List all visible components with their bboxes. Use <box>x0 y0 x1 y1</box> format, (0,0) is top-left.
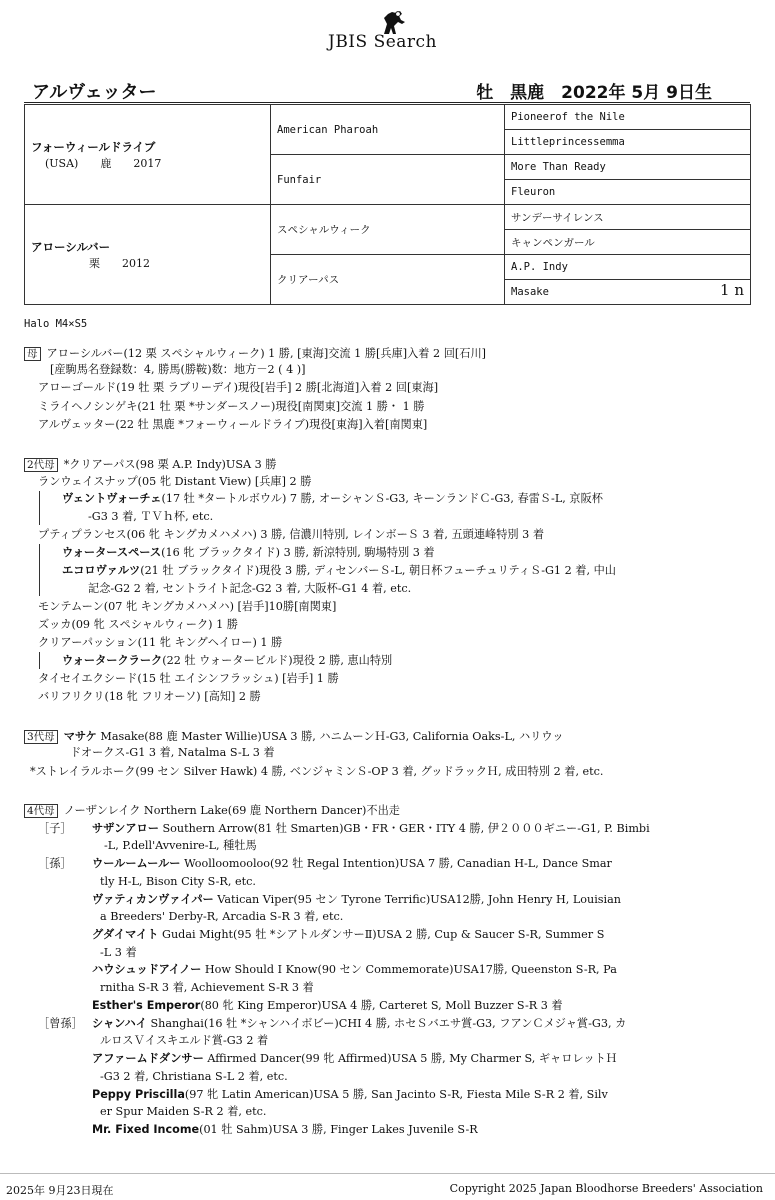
sire-dam[interactable]: Funfair <box>271 155 505 205</box>
text-line: ズッカ(09 牝 スペシャルウィーク) 1 勝 <box>38 618 238 631</box>
inbreeding: Halo M4×S5 <box>24 318 88 330</box>
text-line: ドオークス-G1 3 着, Natalma S-L 3 着 <box>70 746 275 759</box>
sire-cell[interactable] <box>25 105 271 205</box>
dam-name[interactable]: アローシルバー <box>31 239 111 254</box>
text-line: er Spur Maiden S-R 2 着, etc. <box>100 1105 267 1118</box>
g3-5[interactable]: サンデーサイレンス <box>505 205 751 230</box>
label-g2: 2代母 <box>24 458 58 472</box>
branch-bar <box>39 544 40 596</box>
branch-bar <box>39 491 40 525</box>
text-line: -G3 2 着, Christiana S-L 2 着, etc. <box>100 1070 288 1083</box>
cross-mark: 1 n <box>720 281 744 299</box>
text-line: シャンハイ Shanghai(16 牡 *シャンハイボビー)CHI 4 勝, ホセＳバエサ賞-G3, フアンＣメジャ賞-G3, カ <box>92 1017 627 1030</box>
dam-line: 母 アローシルバー(12 栗 スペシャルウィーク) 1 勝, [東海]交流 1 勝[兵庫]入着 2 回[石川] <box>24 347 486 361</box>
branch-bar <box>39 652 40 669</box>
g3-8[interactable]: Masake <box>511 286 549 298</box>
text-line: ハウシュッドアイノー How Should I Know(90 セン Commemorate)USA17勝, Queenston S-R, Pa <box>92 963 617 976</box>
text-line: Mr. Fixed Income(01 牡 Sahm)USA 3 勝, Finger Lakes Juvenile S-R <box>92 1123 478 1136</box>
text-line: タイセイエクシード(15 牡 エイシンフラッシュ) [岩手] 1 勝 <box>38 672 339 685</box>
footer-divider <box>0 1173 775 1174</box>
footer-date: 2025年 9月23日現在 <box>6 1184 114 1197</box>
text-line: Peppy Priscilla(97 牝 Latin American)USA 5 勝, San Jacinto S-R, Fiesta Mile S-R 2 着, Silv <box>92 1088 608 1101</box>
dam-cell[interactable] <box>25 205 271 305</box>
sire-sub: (USA) 鹿 2017 <box>45 156 162 170</box>
g2-line: 2代母 *クリアーパス(98 栗 A.P. Indy)USA 3 勝 <box>24 458 276 472</box>
text-line: アローゴールド(19 牡 栗 ラブリーデイ)現役[岩手] 2 勝[北海道]入着 2 回[東海] <box>38 381 439 394</box>
text-line: Esther's Emperor(80 牝 King Emperor)USA 4 勝, Carteret S, Moll Buzzer S-R 3 着 <box>92 999 563 1012</box>
text-line: ［子］ <box>38 822 72 835</box>
dam-dam[interactable]: クリアーパス <box>271 255 505 305</box>
text-line: *ストレイラルホーク(99 セン Silver Hawk) 4 勝, ベンジャミンＳ-OP 3 着, グッドラックＨ, 成田特別 2 着, etc. <box>30 765 604 778</box>
g3-3[interactable]: More Than Ready <box>505 155 751 180</box>
g4-line: 4代母 ノーザンレイク Northern Lake(69 鹿 Northern Dancer)不出走 <box>24 804 400 818</box>
text-line: ［曾孫］ <box>38 1017 83 1030</box>
sire-sire[interactable]: American Pharoah <box>271 105 505 155</box>
text-line: -L, P.dell'Avvenire-L, 種牡馬 <box>104 839 257 852</box>
text-line: ヴァティカンヴァイパー Vatican Viper(95 セン Tyrone Terrific)USA12勝, John Henry H, Louisian <box>92 893 622 906</box>
g3-1[interactable]: Pioneerof the Nile <box>505 105 751 130</box>
text-line: ウールームールー Woolloomooloo(92 牡 Regal Intention)USA 7 勝, Canadian H-L, Dance Smar <box>92 857 612 870</box>
text-line: a Breeders' Derby-R, Arcadia S-R 3 着, etc. <box>100 910 344 923</box>
logo-text: JBIS Search <box>328 32 438 52</box>
dam-sub: 栗 2012 <box>45 256 150 270</box>
horse-info: 牡 黒鹿 2022年 5月 9日生 <box>476 83 712 103</box>
label-g4: 4代母 <box>24 804 58 818</box>
text-line: ウォータークラーク(22 牡 ウォータービルド)現役 2 勝, 恵山特別 <box>62 654 393 667</box>
text-line: エコロヴァルツ(21 牡 ブラックタイド)現役 3 勝, ディセンバーＳ-L, 朝日杯フューチュリティＳ-G1 2 着, 中山 <box>62 564 616 577</box>
text-line: ルロスＶイスキエルド賞-G3 2 着 <box>100 1034 269 1047</box>
g3-4[interactable]: Fleuron <box>505 180 751 205</box>
text-line: モンテムーン(07 牝 キングカメハメハ) [岩手]10勝[南関東] <box>38 600 337 613</box>
g3-2[interactable]: Littleprincessemma <box>505 130 751 155</box>
jbis-logo <box>328 10 458 54</box>
text-line: ヴェントヴォーチェ(17 牡 *タートルボウル) 7 勝, オーシャンＳ-G3, キーンランドＣ-G3, 春雷Ｓ-L, 京阪杯 <box>62 492 603 505</box>
label-dam: 母 <box>24 347 41 361</box>
text-line: ランウェイスナップ(05 牝 Distant View) [兵庫] 2 勝 <box>38 475 312 488</box>
text-line: -G3 3 着, ＴＶｈ杯, etc. <box>88 510 214 523</box>
horse-header <box>24 74 750 103</box>
text-line: プティプランセス(06 牝 キングカメハメハ) 3 勝, 信濃川特別, レインボーＳ 3 着, 五頭連峰特別 3 着 <box>38 528 545 541</box>
text-line: ウォータースペース(16 牝 ブラックタイド) 3 勝, 新涼特別, 駒場特別 3 着 <box>62 546 435 559</box>
horse-name: アルヴェッター <box>32 82 157 103</box>
footer-copyright: Copyright 2025 Japan Bloodhorse Breeders' Association <box>449 1182 763 1195</box>
text-line: -L 3 着 <box>100 946 137 959</box>
sire-name[interactable]: フォーウィールドライブ <box>31 139 156 154</box>
text-line: アファームドダンサー Affirmed Dancer(99 牝 Affirmed)USA 5 勝, My Charmer S, ギャロレットＨ <box>92 1052 618 1065</box>
text-line: 記念-G2 2 着, セントライト記念-G2 3 着, 大阪杯-G1 4 着, etc. <box>88 582 412 595</box>
text-line: [産駒馬名登録数：4, 勝馬(勝鞍)数：地方－2 ( 4 )] <box>50 363 306 376</box>
text-line: ミライヘノシンゲキ(21 牡 栗 *サンダースノー)現役[南関東]交流 1 勝・ 1 勝 <box>38 400 425 413</box>
text-line: アルヴェッター(22 牡 黒鹿 *フォーウィールドライブ)現役[東海]入着[南関東] <box>38 418 428 431</box>
g3-line: 3代母 マサケ Masake(88 鹿 Master Willie)USA 3 勝, ハニムーンＨ-G3, California Oaks-L, ハリウッ <box>24 730 564 744</box>
text-line: tly H-L, Bison City S-R, etc. <box>100 875 256 888</box>
text-line: クリアーパッション(11 牝 キングヘイロー) 1 勝 <box>38 636 283 649</box>
pedigree-table <box>24 104 751 305</box>
text-line: グダイマイト Gudai Might(95 牡 *シアトルダンサーⅡ)USA 2 勝, Cup & Saucer S-R, Summer S <box>92 928 605 941</box>
text-line: rnitha S-R 3 着, Achievement S-R 3 着 <box>100 981 314 994</box>
g3-6[interactable]: キャンペンガール <box>505 230 751 255</box>
label-g3: 3代母 <box>24 730 58 744</box>
text-line: ［孫］ <box>38 857 72 870</box>
dam-sire[interactable]: スペシャルウィーク <box>271 205 505 255</box>
text-line: バリフリクリ(18 牝 フリオーソ) [高知] 2 勝 <box>38 690 261 703</box>
g3-7[interactable]: A.P. Indy <box>505 255 751 280</box>
text-line: サザンアロー Southern Arrow(81 牡 Smarten)GB・FR・GER・ITY 4 勝, 伊２０００ギニー-G1, P. Bimbi <box>92 822 650 835</box>
g3-8-cell[interactable] <box>505 280 751 305</box>
